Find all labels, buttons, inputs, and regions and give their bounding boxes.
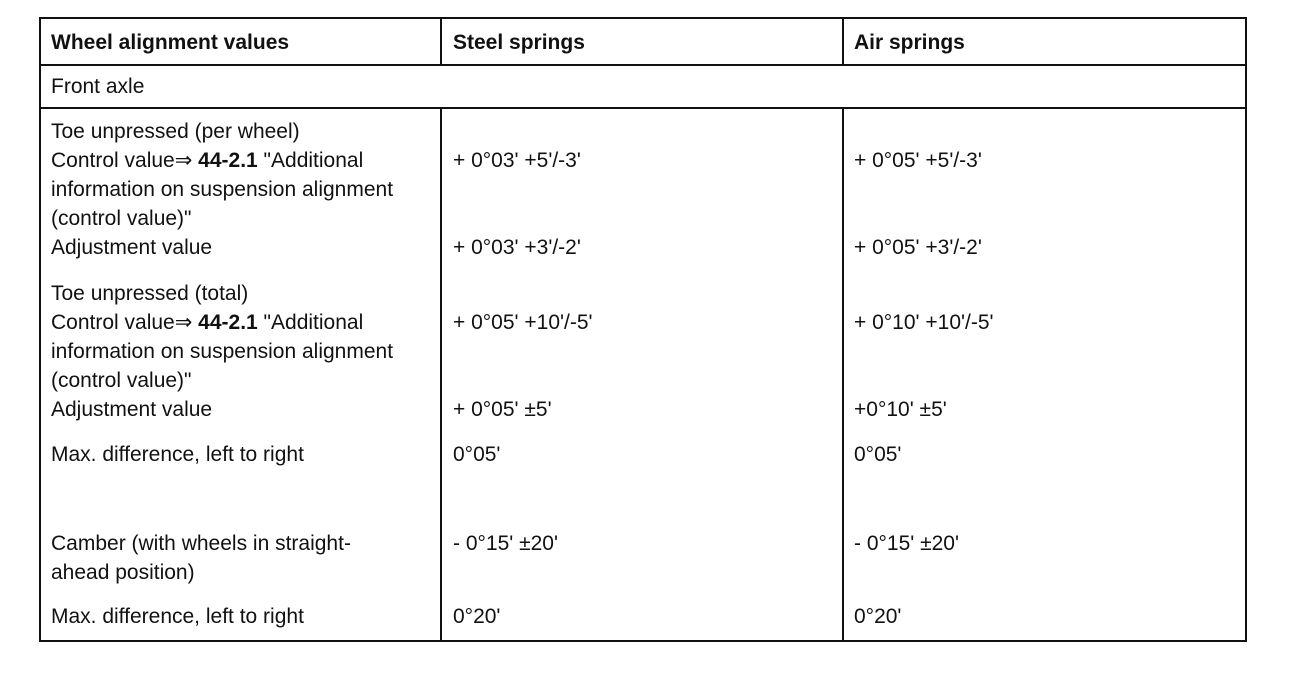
- toe-total-control-line2: information on suspension alignment: [51, 340, 394, 363]
- column-divider-1: [440, 19, 442, 64]
- camber-label-line2: ahead position): [51, 561, 195, 584]
- toe-per-wheel-control-line3: (control value)": [51, 207, 192, 230]
- column-divider-1-body: [440, 107, 442, 642]
- toe-per-wheel-title: Toe unpressed (per wheel): [51, 120, 300, 143]
- reference-link[interactable]: 44-2.1: [198, 311, 258, 334]
- toe-total-air-adjustment: +0°10' ±5': [854, 398, 947, 421]
- toe-per-wheel-adjustment-label: Adjustment value: [51, 236, 213, 259]
- alignment-table: [39, 17, 1247, 642]
- reference-title-start: "Additional: [257, 149, 364, 172]
- toe-total-steel-control: + 0°05' +10'/-5': [453, 311, 593, 334]
- camber-max-difference-steel: 0°20': [453, 605, 501, 628]
- control-value-label: Control value⇒: [51, 149, 199, 172]
- toe-max-difference-air: 0°05': [854, 443, 902, 466]
- header-wheel-alignment-values: Wheel alignment values: [51, 31, 290, 54]
- reference-title-start: "Additional: [257, 311, 364, 334]
- toe-total-air-control: + 0°10' +10'/-5': [854, 311, 994, 334]
- toe-total-control-line3: (control value)": [51, 369, 192, 392]
- camber-max-difference-air: 0°20': [854, 605, 902, 628]
- toe-per-wheel-control-line2: information on suspension alignment: [51, 178, 394, 201]
- header-steel-springs: Steel springs: [453, 31, 585, 54]
- toe-per-wheel-control-label: [51, 146, 363, 175]
- reference-link[interactable]: 44-2.1: [198, 149, 258, 172]
- toe-total-adjustment-label: Adjustment value: [51, 398, 213, 421]
- toe-per-wheel-steel-control: + 0°03' +5'/-3': [453, 149, 581, 172]
- toe-per-wheel-air-adjustment: + 0°05' +3'/-2': [854, 236, 982, 259]
- toe-per-wheel-air-control: + 0°05' +5'/-3': [854, 149, 982, 172]
- header-air-springs: Air springs: [854, 31, 965, 54]
- column-divider-2: [842, 19, 844, 64]
- toe-max-difference-label: Max. difference, left to right: [51, 443, 304, 466]
- camber-steel: - 0°15' ±20': [453, 532, 558, 555]
- camber-label-line1: Camber (with wheels in straight-: [51, 532, 351, 555]
- toe-total-control-label: [51, 308, 363, 337]
- section-front-axle: Front axle: [51, 75, 145, 98]
- toe-total-steel-adjustment: + 0°05' ±5': [453, 398, 552, 421]
- section-divider: [41, 107, 1245, 109]
- camber-max-difference-label: Max. difference, left to right: [51, 605, 304, 628]
- column-divider-2-body: [842, 107, 844, 642]
- toe-per-wheel-steel-adjustment: + 0°03' +3'/-2': [453, 236, 581, 259]
- toe-total-title: Toe unpressed (total): [51, 282, 249, 305]
- control-value-label: Control value⇒: [51, 311, 199, 334]
- camber-air: - 0°15' ±20': [854, 532, 959, 555]
- header-divider: [41, 64, 1245, 66]
- toe-max-difference-steel: 0°05': [453, 443, 501, 466]
